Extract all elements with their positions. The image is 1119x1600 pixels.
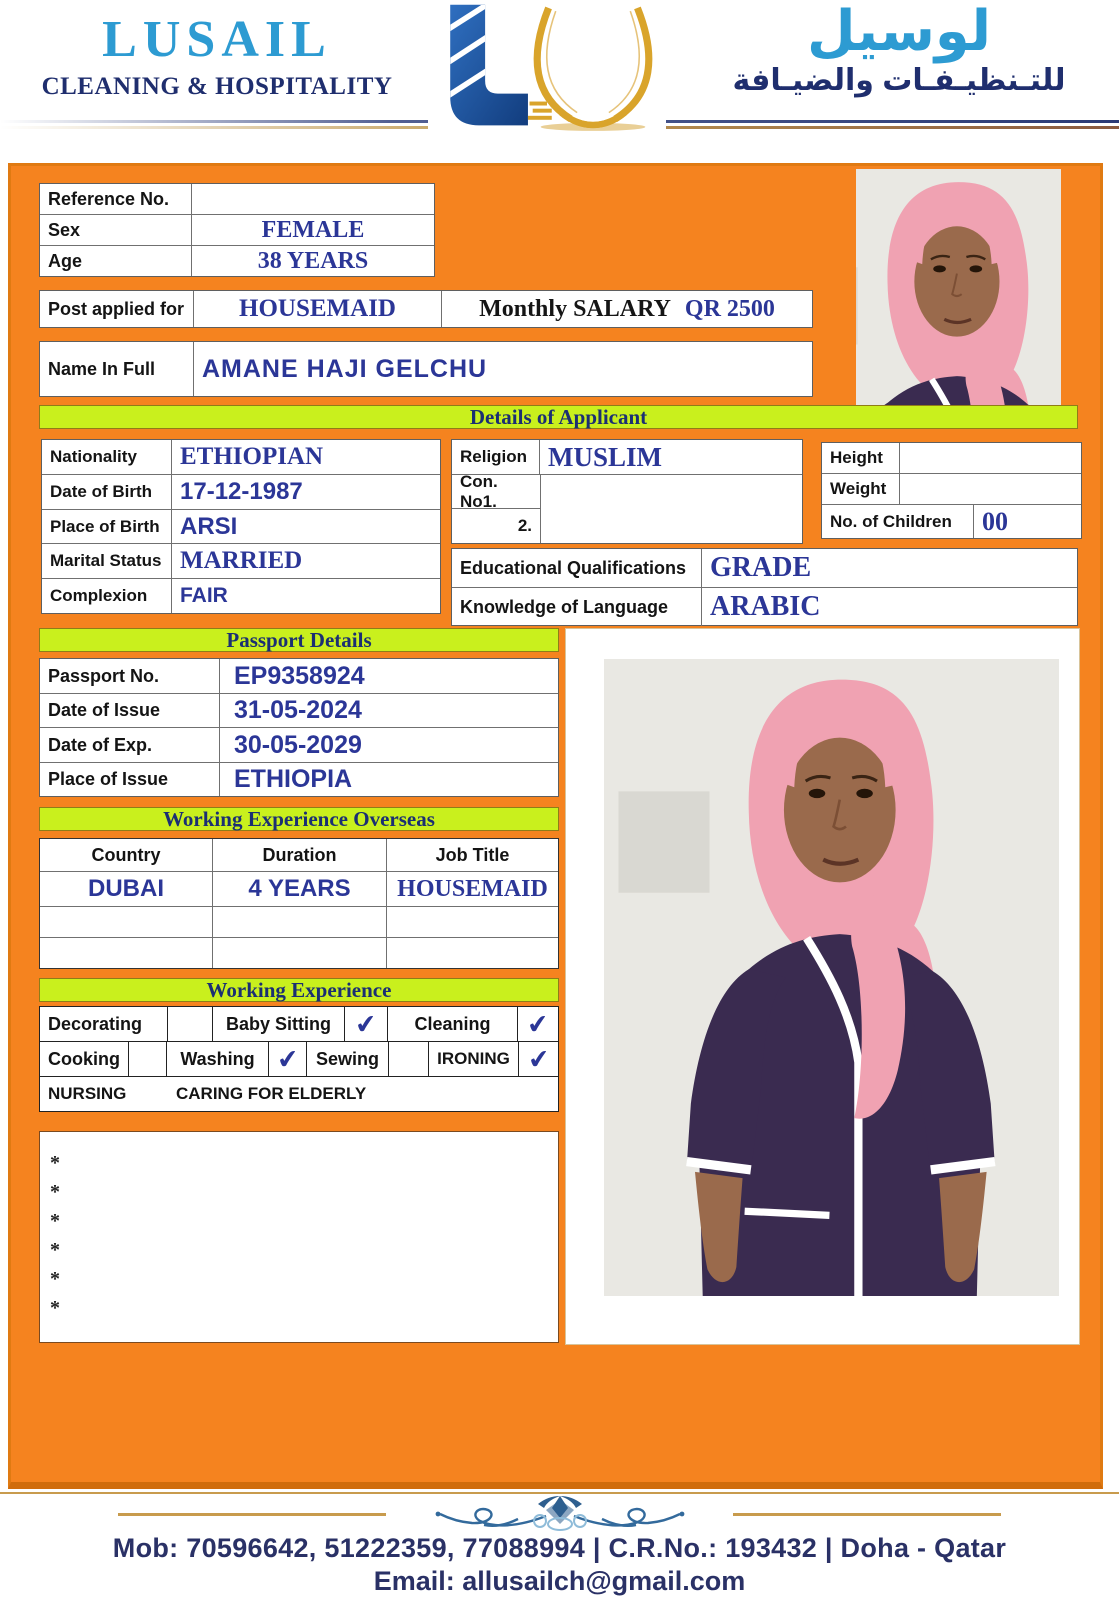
note-bullet: * [50, 1268, 60, 1290]
brand-tagline-ar: للتـنظيـفـات والضيـافة [732, 63, 1066, 97]
overseas-jobtitle: HOUSEMAID [397, 875, 548, 902]
note-bullet: * [50, 1181, 60, 1203]
overseas-col-duration: Duration [262, 844, 337, 865]
physique-table [821, 442, 1082, 539]
sex-value: FEMALE [261, 216, 365, 243]
pob-value: ARSI [180, 512, 238, 540]
note-bullet: * [50, 1297, 60, 1319]
form-panel [8, 163, 1103, 1489]
skills-section-title: Working Experience [206, 977, 392, 1002]
religion-label: Religion [460, 447, 528, 466]
skill-sewing-label: Sewing [315, 1048, 379, 1069]
overseas-section-bar [39, 807, 559, 831]
overseas-row-1 [40, 872, 558, 907]
marital-label: Marital Status [50, 551, 162, 570]
dob-value: 17-12-1987 [180, 478, 303, 505]
reference-label: Reference No. [48, 188, 170, 209]
applicant-photo-small [856, 169, 1061, 405]
contact1-label: Con. No1. [460, 475, 498, 509]
note-bullet: * [50, 1152, 60, 1174]
skills-table [39, 1006, 559, 1112]
reference-row [40, 184, 434, 215]
brand-name-en: LUSAIL [102, 11, 332, 68]
overseas-col-country: Country [91, 844, 161, 865]
brand-name-ar: لوسيل [806, 0, 992, 62]
skill-nursing-label: NURSING [48, 1084, 127, 1103]
passport-issue-value: 31-05-2024 [234, 696, 362, 724]
religion-value: MUSLIM [548, 441, 662, 472]
nationality-value: ETHIOPIAN [180, 443, 324, 470]
salary-label: Monthly SALARY [479, 295, 671, 322]
overseas-row-2 [40, 907, 558, 938]
skills-row-1 [40, 1007, 558, 1042]
marital-row [42, 544, 440, 579]
notes-box [39, 1131, 559, 1343]
footer-contact-line: Mob: 70596642, 51222359, 77088994 | C.R.No.: 193432 | Doha - Qatar [112, 1533, 1007, 1563]
sex-row [40, 215, 434, 246]
children-row [822, 505, 1081, 538]
religion-table [451, 439, 803, 544]
brand-tagline-en: CLEANING & HOSPITALITY [41, 73, 393, 100]
religion-row [452, 440, 802, 475]
overseas-country: DUBAI [88, 875, 164, 902]
passport-issue-label: Date of Issue [48, 700, 161, 720]
details-section-title: Details of Applicant [469, 404, 648, 429]
complexion-label: Complexion [50, 586, 148, 605]
applicant-photo-frame [565, 628, 1080, 1345]
footer-email-line: Email: allusailch@gmail.com [373, 1566, 746, 1596]
skill-decorating-label: Decorating [48, 1013, 143, 1034]
nationality-row [42, 440, 440, 475]
applicant-photo-large [604, 659, 1059, 1296]
brand-english [18, 10, 416, 101]
marital-value: MARRIED [180, 547, 303, 574]
passport-expiry-row [40, 728, 558, 763]
note-bullet: * [50, 1239, 60, 1261]
passport-no-label: Passport No. [48, 665, 160, 686]
overseas-table [39, 838, 559, 969]
footer-left-rule [118, 1513, 386, 1516]
details-left-table [41, 439, 441, 614]
pob-label: Place of Birth [50, 516, 160, 536]
summary-table [39, 183, 435, 277]
post-row [39, 290, 813, 328]
check-icon: ✔ [526, 1042, 551, 1076]
complexion-value: FAIR [180, 584, 228, 607]
nationality-label: Nationality [50, 447, 137, 466]
skill-babysitting-label: Baby Sitting [225, 1013, 331, 1034]
name-row [39, 341, 813, 397]
sex-label: Sex [48, 219, 81, 240]
company-logo [428, 0, 666, 158]
weight-label: Weight [830, 479, 887, 498]
overseas-section-title: Working Experience Overseas [163, 806, 435, 831]
passport-section-title: Passport Details [226, 627, 372, 652]
skills-row-3 [40, 1077, 558, 1111]
age-value: 38 YEARS [257, 247, 369, 274]
check-icon: ✔ [353, 1007, 379, 1041]
ornament-divider-icon [398, 1494, 722, 1532]
weight-row [822, 474, 1081, 505]
check-icon: ✔ [275, 1042, 300, 1076]
education-row [452, 549, 1077, 588]
education-label: Educational Qualifications [460, 557, 687, 578]
age-row [40, 246, 434, 276]
details-section-bar [39, 405, 1078, 429]
skill-cooking-label: Cooking [48, 1048, 120, 1069]
skill-elderly-label: CARING FOR ELDERLY [176, 1084, 367, 1103]
language-label: Knowledge of Language [460, 596, 669, 617]
children-label: No. of Children [830, 511, 952, 531]
overseas-header-row [40, 839, 558, 872]
salary-value: QR 2500 [684, 295, 775, 322]
passport-place-label: Place of Issue [48, 769, 169, 789]
height-row [822, 443, 1081, 474]
skills-section-bar [39, 978, 559, 1002]
children-value: 00 [982, 506, 1008, 536]
age-label: Age [48, 250, 83, 271]
dob-row [42, 475, 440, 510]
overseas-row-3 [40, 938, 558, 968]
note-bullet: * [50, 1210, 60, 1232]
education-table [451, 548, 1078, 626]
overseas-col-jobtitle: Job Title [435, 844, 510, 865]
skill-ironing-label: IRONING [437, 1049, 510, 1068]
contact2-label: 2. [517, 515, 532, 535]
passport-place-value: ETHIOPIA [234, 765, 353, 793]
pob-row [42, 510, 440, 544]
skills-row-2 [40, 1042, 558, 1077]
language-row [452, 588, 1077, 626]
passport-no-value: EP9358924 [234, 661, 365, 690]
name-value: AMANE HAJI GELCHU [202, 354, 488, 383]
footer-right-rule [733, 1513, 1001, 1516]
education-value: GRADE [710, 552, 812, 583]
language-value: ARABIC [710, 591, 821, 622]
post-value: HOUSEMAID [239, 295, 396, 322]
brand-arabic [700, 2, 1098, 98]
passport-table [39, 658, 559, 797]
dob-label: Date of Birth [50, 482, 152, 501]
contact-rows [452, 475, 802, 543]
passport-no-row [40, 659, 558, 694]
lusail-logo-icon [428, 0, 666, 135]
height-label: Height [830, 448, 883, 467]
passport-place-row [40, 763, 558, 796]
passport-expiry-label: Date of Exp. [48, 734, 153, 755]
passport-section-bar [39, 628, 559, 652]
skill-washing-label: Washing [180, 1048, 255, 1069]
check-icon: ✔ [525, 1007, 551, 1041]
skill-cleaning-label: Cleaning [414, 1013, 491, 1034]
name-label: Name In Full [48, 358, 156, 379]
passport-issue-row [40, 694, 558, 728]
passport-expiry-value: 30-05-2029 [234, 730, 362, 759]
complexion-row [42, 579, 440, 613]
post-label: Post applied for [48, 298, 185, 319]
overseas-duration: 4 YEARS [248, 875, 351, 902]
